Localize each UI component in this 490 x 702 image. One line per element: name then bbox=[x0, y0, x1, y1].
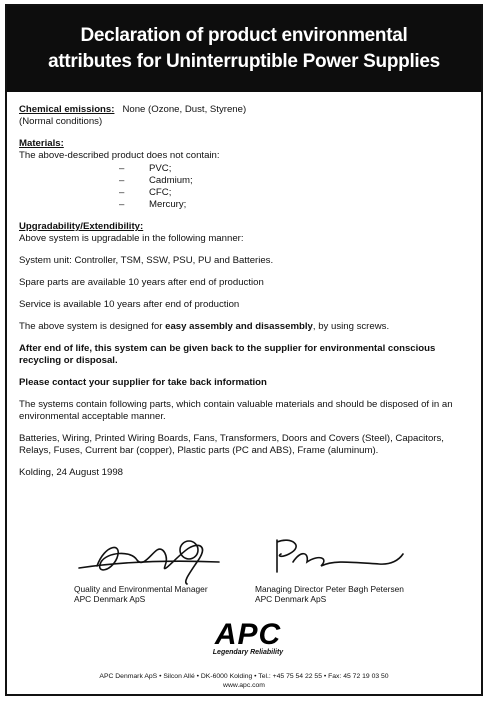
logo-tagline: Legendary Reliability bbox=[212, 649, 284, 656]
signatory-title: Managing Director Peter Bøgh Petersen bbox=[255, 584, 404, 594]
logo-brand: APC bbox=[214, 618, 282, 651]
title-line-1: Declaration of product environmental bbox=[80, 25, 408, 46]
signature-block-2 bbox=[255, 584, 404, 604]
list-item: – CFC; bbox=[119, 187, 172, 198]
system-unit-text: System unit: Controller, TSM, SSW, PSU, PU and Batteries. bbox=[19, 255, 274, 266]
signatory-title: Quality and Environmental Manager bbox=[74, 584, 208, 594]
upgradability-label: Upgradability/Extendibility: bbox=[19, 221, 144, 232]
spare-parts-text: Spare parts are available 10 years after end of production bbox=[19, 277, 264, 288]
emissions-label: Chemical emissions: bbox=[19, 104, 115, 115]
signature-1-handwritten bbox=[79, 541, 219, 584]
list-item: – Mercury; bbox=[119, 199, 187, 210]
place-date: Kolding, 24 August 1998 bbox=[19, 467, 124, 478]
document-footer bbox=[7, 672, 481, 690]
document-frame bbox=[5, 4, 483, 696]
materials-list bbox=[19, 163, 475, 211]
parts-list-text: Batteries, Wiring, Printed Wiring Boards, Fans, Transformers, Doors and Covers (Steel), Capacitors, Relays, Fuses, Current bar (copper), Plastic parts (PC and ABS), Frame (aluminum). bbox=[19, 433, 444, 456]
materials-label: Materials: bbox=[19, 138, 64, 149]
emissions-value: None (Ozone, Dust, Styrene) bbox=[122, 104, 247, 115]
contact-text: Please contact your supplier for take back information bbox=[19, 377, 267, 388]
footer-address: APC Denmark ApS • Silcon Allé • DK-6000 Kolding • Tel.: +45 75 54 22 55 • Fax: 45 72 19 03 50 bbox=[99, 673, 389, 680]
footer-website: www.apc.com bbox=[223, 682, 265, 689]
upgradability-section bbox=[19, 221, 475, 245]
emissions-sub: (Normal conditions) bbox=[19, 116, 103, 127]
service-text: Service is available 10 years after end of production bbox=[19, 299, 240, 310]
valuable-materials-text: The systems contain following parts, which contain valuable materials and should be disposed of in an environmental acceptable manner. bbox=[19, 399, 453, 422]
signature-graphics bbox=[19, 532, 475, 588]
list-item: – Cadmium; bbox=[119, 175, 193, 186]
apc-logo bbox=[203, 620, 293, 656]
signatures-area bbox=[19, 532, 475, 612]
signatory-company: APC Denmark ApS bbox=[255, 594, 327, 604]
signatory-company: APC Denmark ApS bbox=[74, 594, 146, 604]
design-text: The above system is designed for easy assembly and disassembly, by using screws. bbox=[19, 321, 390, 332]
upgradability-intro: Above system is upgradable in the following manner: bbox=[19, 233, 244, 244]
end-of-life-text: After end of life, this system can be given back to the supplier for environmental conscious recycling or disposal. bbox=[19, 343, 436, 366]
materials-section bbox=[19, 138, 475, 211]
title-line-2: attributes for Uninterruptible Power Supplies bbox=[48, 51, 440, 72]
emissions-section bbox=[19, 104, 475, 128]
signature-2-handwritten bbox=[277, 540, 403, 572]
signature-block-1 bbox=[74, 584, 208, 604]
document-body bbox=[19, 104, 475, 489]
document-header bbox=[7, 6, 481, 92]
materials-intro: The above-described product does not contain: bbox=[19, 150, 220, 161]
list-item: – PVC; bbox=[119, 163, 172, 174]
